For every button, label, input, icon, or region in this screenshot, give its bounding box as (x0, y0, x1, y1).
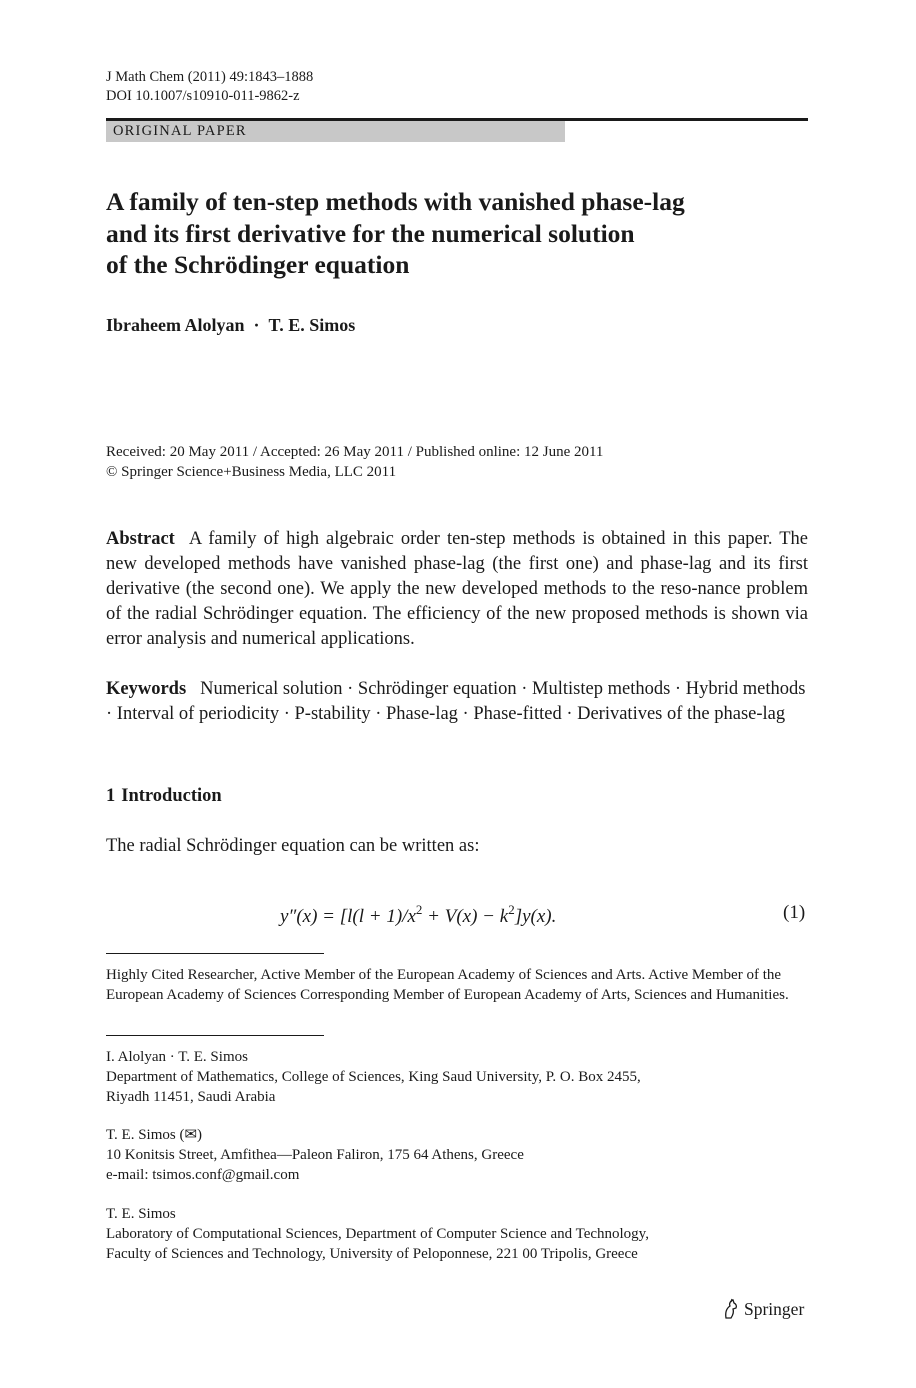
affiliation-names: I. Alolyan · T. E. Simos (106, 1049, 248, 1065)
title-line-1: A family of ten-step methods with vanished phase-lag (106, 187, 685, 216)
abstract-label: Abstract (106, 529, 175, 549)
title-line-2: and its first derivative for the numerical solution (106, 218, 635, 248)
footnote: Highly Cited Researcher, Active Member of the European Academy of Sciences and Arts. Active Member of the European Academy of Sciences Corresponding Member of European Academy of Arts, Sciences and Humanities. (106, 967, 789, 1003)
affiliation-names: T. E. Simos (106, 1206, 176, 1222)
authors (106, 315, 355, 336)
springer-horse-icon (722, 1298, 740, 1320)
abstract (106, 527, 808, 652)
publisher-logo (722, 1298, 804, 1320)
equation-part-3: ]y(x). (514, 906, 557, 927)
affiliation-line: 10 Konitsis Street, Amfithea—Paleon Faliron, 175 64 Athens, Greece (106, 1147, 524, 1163)
email-line: e-mail: tsimos.conf@gmail.com (106, 1167, 300, 1183)
equation-exponent-2: 2 (508, 902, 515, 917)
author-alolyan: Ibraheem Alolyan (106, 315, 245, 335)
affiliation-line: Department of Mathematics, College of Sciences, King Saud University, P. O. Box 2455, (106, 1069, 641, 1085)
equation-part-2: + V(x) − k (422, 906, 509, 927)
history-line: Received: 20 May 2011 / Accepted: 26 May 2011 / Published online: 12 June 2011 (106, 444, 604, 460)
journal-citation: J Math Chem (2011) 49:1843–1888 (106, 69, 314, 85)
affiliation-names: T. E. Simos (✉) (106, 1127, 203, 1143)
paper-title (106, 186, 806, 281)
publisher-name: Springer (744, 1298, 805, 1319)
equation-1 (280, 902, 556, 928)
publication-dates (106, 442, 603, 482)
doi: DOI 10.1007/s10910-011-9862-z (106, 88, 300, 104)
affiliation-line: Laboratory of Computational Sciences, Department of Computer Science and Technology, (106, 1226, 649, 1242)
section-title: Introduction (121, 786, 222, 806)
intro-text: The radial Schrödinger equation can be written as: (106, 836, 480, 856)
affiliation-line: Faculty of Sciences and Technology, University of Peloponnese, 221 00 Tripolis, Greece (106, 1246, 638, 1262)
affiliation-rule (106, 1035, 324, 1036)
section-number: 1 (106, 786, 116, 806)
equation-part-1: y″(x) = [l(l + 1)/x (280, 906, 416, 927)
footnote-rule (106, 953, 324, 954)
keywords (106, 677, 808, 727)
journal-header (106, 68, 313, 106)
affiliation-2 (106, 1125, 808, 1185)
copyright-line: © Springer Science+Business Media, LLC 2011 (106, 464, 397, 480)
affiliation-1 (106, 1047, 808, 1107)
equation-exponent-1: 2 (415, 902, 423, 917)
keywords-text: Numerical solution · Schrödinger equation · Multistep methods · Hybrid methods · Interval of periodicity · P-stability · Phase-lag · Phase-fitted · Derivatives of the phase-lag (106, 679, 806, 724)
affiliation-3 (106, 1204, 808, 1264)
keywords-label: Keywords (106, 679, 187, 699)
abstract-text: A family of high algebraic order ten-step methods is obtained in this paper. The new developed methods have vanished phase-lag (the first one) and phase-lag and its first derivative (the second one). We apply the new developed methods to the reso-nance problem of the radial Schrödinger equation. The efficiency of the new proposed methods is shown via error analysis and numerical applications. (106, 529, 808, 649)
author-separator: · (253, 315, 260, 335)
equation-number: (1) (783, 902, 806, 923)
affiliation-line: Riyadh 11451, Saudi Arabia (106, 1089, 276, 1105)
author-simos: T. E. Simos (268, 315, 356, 335)
section-heading (106, 786, 222, 807)
title-line-3: of the Schrödinger equation (106, 250, 410, 279)
article-type-badge: ORIGINAL PAPER (106, 121, 565, 142)
